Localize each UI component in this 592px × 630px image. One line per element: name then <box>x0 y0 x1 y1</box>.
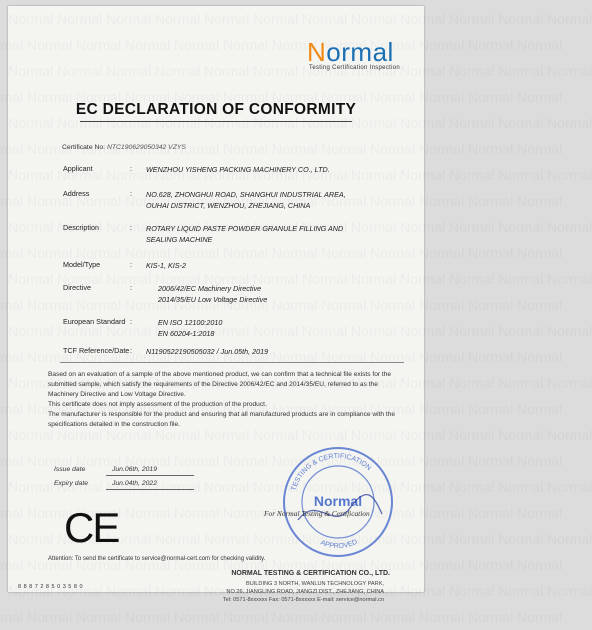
field-value: ROTARY LIQUID PASTE POWDER GRANULE FILLING AND SEALING MACHINE <box>146 224 344 244</box>
expiry-date: Expiry date Jun.04th, 2022 <box>54 480 88 487</box>
svg-text:TESTING & CERTIFICATION <box>291 453 373 492</box>
body-text <box>48 370 408 430</box>
stamp-logo-text: Normal <box>313 493 363 509</box>
footer-company-name: NORMAL TESTING & CERTIFICATION CO., LTD. <box>231 570 390 577</box>
field-colon: : <box>130 283 132 292</box>
field-colon: : <box>130 260 132 269</box>
separator-line <box>60 362 404 363</box>
field-label: Applicant <box>63 164 93 173</box>
ce-mark: CE <box>64 504 119 551</box>
logo-wordmark: Normal <box>307 37 394 67</box>
body-paragraph: The manufacturer is responsible for the product and ensuring that all manufactured products are in compliance with the specifications detailed in the construction file. <box>48 411 396 428</box>
stamp-bottom-text: APPROVED <box>319 538 359 551</box>
stamp-ring-text: TESTING & CERTIFICATION <box>290 452 373 492</box>
document-title: EC DECLARATION OF CONFORMITY <box>75 101 357 118</box>
field-label: TCF Reference/Date <box>63 346 130 355</box>
company-logo <box>307 39 400 71</box>
field-colon: : <box>130 189 132 198</box>
field-value: WENZHOU YISHENG PACKING MACHINERY CO., LTD. <box>146 165 330 174</box>
title-underline <box>80 121 352 122</box>
field-value: NO.628, ZHONGHUI ROAD, SHANGHUI INDUSTRIAL AREA, OUHAI DISTRICT, WENZHOU, ZHEJIANG, CHINA <box>146 190 346 210</box>
field-label: European Standard <box>63 317 126 326</box>
field-value: KIS-1, KIS-2 <box>146 261 186 270</box>
field-value: EN ISO 12100:2010 EN 60204-1:2018 <box>158 318 223 338</box>
field-colon: : <box>130 223 132 232</box>
svg-text:APPROVED <box>319 539 358 550</box>
signature-caption: For Normal Testing & Certification <box>264 509 370 518</box>
field-colon: : <box>130 164 132 173</box>
barcode-number: 8 8 8 7 2 8 5 0 3 5 8 0 <box>18 584 84 590</box>
field-colon: : <box>130 346 132 355</box>
issue-date: Issue date Jun.06th, 2019 <box>54 466 85 473</box>
field-colon: : <box>130 317 132 326</box>
field-value: 2006/42/EC Machinery Directive 2014/35/EU Low Voltage Directive <box>158 284 268 304</box>
field-label: Address <box>63 189 90 198</box>
field-label: Description <box>63 223 99 232</box>
attention-note: Attention: To send the certificate to service@normal-cert.com for checking validity. <box>48 556 266 562</box>
body-paragraph: Based on an evaluation of a sample of the above mentioned product, we can confirm that a technical file exists for the submitted sample, which satisfy the requirements of the Directive 2006/42/EC and 2014/35/EU, referred to as the Machinery Directive and Low Voltage Directive. <box>48 371 392 398</box>
certification-stamp <box>278 442 398 562</box>
field-label: Directive <box>63 283 91 292</box>
certificate-number: Certificate No: NTC190629050342 VZYS <box>62 144 186 151</box>
field-value: N1190522190505032 / Jun.05th, 2019 <box>146 347 269 356</box>
logo-tagline: Testing Certification Inspection <box>309 65 400 71</box>
footer-address: BUILDING 3 NORTH, WANLUN TECHNOLOGY PARK, NO.26, JIANGLING ROAD, JIANGZI DIST., ZHEJIANG, CHINA Tel: 0571-8xxxxxx Fax: 0571-8xxxxxx E-mail: service@normal.cn <box>222 581 384 603</box>
field-label: Model/Type <box>63 260 101 269</box>
certificate-page <box>8 6 424 603</box>
body-paragraph: This certificate does not imply assessment of the production of the product. <box>48 401 267 408</box>
